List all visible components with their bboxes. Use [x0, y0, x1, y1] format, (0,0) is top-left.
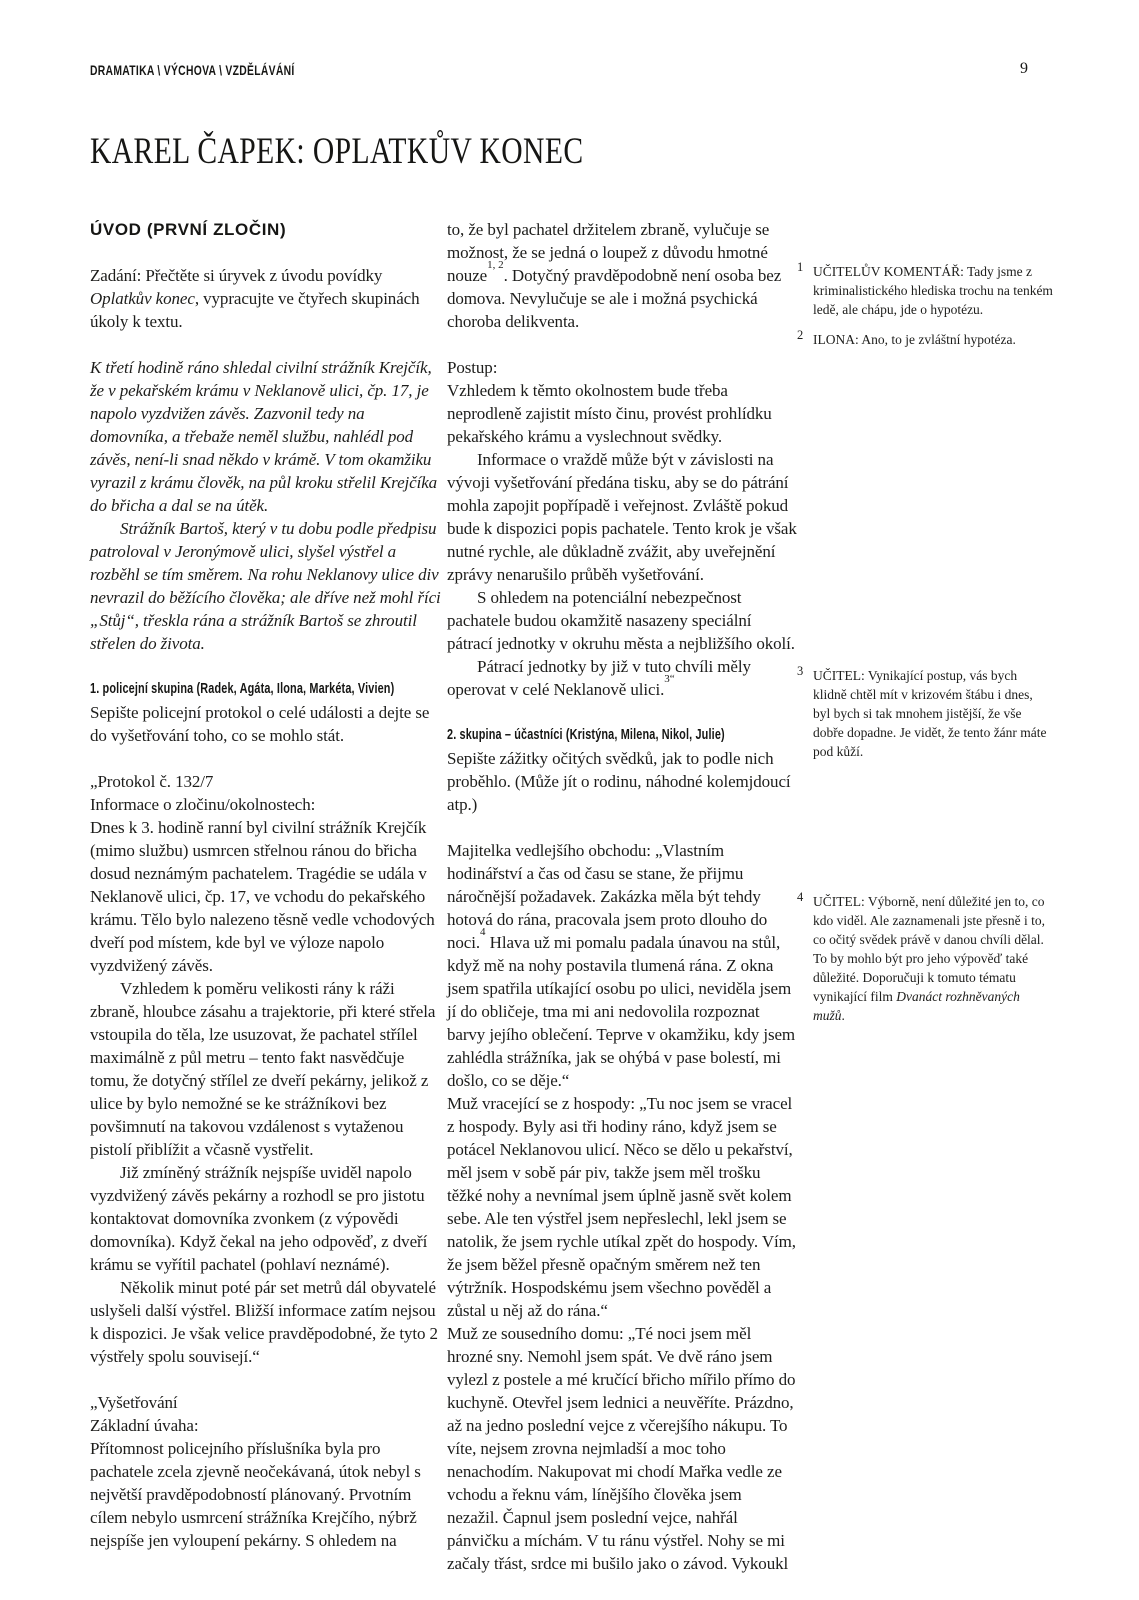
article-title: KAREL ČAPEK: OPLATKŮV KONEC [90, 131, 584, 172]
text-run: Již zmíněný strážník nejspíše uviděl napolo vyzdvižený závěs pekárny a rozhodl se pro jistotu kontaktovat domovníka zvonkem (z výpovědi domovníka). Když čekal na jeho odpověď, z dveří krámu se vyřítil pachatel (pohlaví neznámé). [90, 1163, 428, 1274]
footnote-marker: 4 [480, 926, 486, 939]
group-heading [447, 724, 725, 747]
header-rubric: DRAMATIKA \ VÝCHOVA \ VZDĚLÁVÁNÍ [90, 62, 295, 78]
paragraph [447, 218, 797, 333]
note-number: 1 [797, 260, 804, 274]
text-run: to, že byl pachatel držitelem zbraně, vylučuje se možnost, že se jedná o loupež z důvodu hmotné nouze [447, 220, 770, 285]
text-run: Muž ze sousedního domu: „Té noci jsem měl hrozné sny. Nemohl jsem spát. Ve dvě ráno jsem vylezl z postele a mé kručící břicho mířilo přímo do kuchyně. Otevřel jsem lednici a neuvěříte. Prázdno, až na jedno poslední vejce z včerejšího nákupu. To víte, nejsem zrovna nejmladší a moc toho nenachodím. Nakupovat mi chodí Mařka vedle ze vchodu a řeknu vám, línějšího člověka jsem nezažil. Čapnul jsem poslední vejce, nahřál pánvičku a míchám. V tu ránu výstřel. Nohy se mi začaly třást, srdce mi bušilo jako o závod. Vykoukl [447, 1324, 796, 1573]
paragraph [447, 1322, 797, 1575]
margin-note [797, 330, 1053, 349]
paragraph [447, 747, 797, 816]
text-run: Vzhledem k těmto okolnostem bude třeba neprodleně zajistit místo činu, provést prohlídku pekařského krámu a vyslechnout svědky. [447, 381, 772, 446]
text-run: Sepište policejní protokol o celé události a dejte se do vyšetřování toho, co se mohlo stát. [90, 703, 430, 745]
paragraph [90, 1414, 445, 1437]
footnote-marker: 3“ [664, 673, 675, 686]
content-area [0, 218, 1139, 1600]
text-run: 2. skupina – účastníci (Kristýna, Milena, Nikol, Julie) [447, 727, 725, 743]
text-run: S ohledem na potenciální nebezpečnost pachatele budou okamžitě nasazeny speciální pátrací jednotky v okruhu města a nejbližšího okolí. [447, 588, 795, 653]
note-number: 4 [797, 890, 804, 904]
paragraph [447, 356, 797, 379]
footnote-marker: 1, 2 [487, 259, 504, 272]
paragraph [90, 1391, 445, 1414]
text-run: Zadání: Přečtěte si úryvek z úvodu povídky [90, 266, 383, 285]
note-number: 2 [797, 328, 804, 342]
text-run: UČITELŮV KOMENTÁŘ: Tady jsme z kriminalistického hlediska trochu na tenkém ledě, ale chápu, jde o hypotézu. [813, 264, 1053, 317]
paragraph [90, 1276, 445, 1368]
italic-text: Oplatkův konec [90, 289, 195, 308]
text-run: „Vyšetřování [90, 1393, 178, 1412]
text-run: „Protokol č. 132/7 [90, 772, 214, 791]
text-run: . [841, 1008, 845, 1023]
paragraph [90, 264, 445, 333]
text-run: Dnes k 3. hodině ranní byl civilní strážník Krejčík (mimo službu) usmrcen střelnou ránou do břicha dosud neznámým pachatelem. Tragédie se udála v Neklanově ulici, čp. 17, ve vchodu do pekařského krámu. Tělo bylo nalezeno těsně vedle vchodových dveří pod místem, kde byl ve výloze napolo vyzdvižený závěs. [90, 818, 435, 975]
text-run: ÚVOD (PRVNÍ ZLOČIN) [90, 220, 287, 239]
paragraph [447, 379, 797, 448]
paragraph [90, 1161, 445, 1276]
text-run: Muž vracející se z hospody: „Tu noc jsem se vracel z hospody. Byly asi tři hodiny ráno, když jsem se potácel Neklanovou ulicí. Něco se dělo u pekařství, měl jsem v sobě pár piv, takže jsem měl trošku těžké nohy a nevnímal jsem úplně jasně svět kolem sebe. Ale ten výstřel jsem nepřeslechl, lekl jsem se natolik, že jsem rychle utíkal zpět do hospody. Vím, že jsem běžel přesně opačným směrem než ten výtržník. Hospodskému jsem všechno pověděl a zůstal u něj až do rána.“ [447, 1094, 796, 1320]
text-run: Několik minut poté pár set metrů dál obyvatelé uslyšeli další výstřel. Bližší informace zatím nejsou k dispozici. Je však velice pravděpodobné, že tyto 2 výstřely spolu souvisejí.“ [90, 1278, 438, 1366]
text-run: Pátrací jednotky by již v tuto chvíli měly operovat v celé Neklanově ulici. [447, 657, 751, 699]
note-text [813, 264, 1053, 317]
section-subhead [90, 218, 445, 241]
paragraph [90, 793, 445, 816]
note-text [813, 894, 1045, 1023]
text-run: Přítomnost policejního příslušníka byla pro pachatele zcela zjevně neočekávaná, útok nebyl s největší pravděpodobností plánovaný. Prvotním cílem nebylo usmrcení strážníka Krejčího, nýbrž nejspíše jen vyloupení pekárny. S ohledem na [90, 1439, 421, 1550]
text-run: UČITEL: Výborně, není důležité jen to, co kdo viděl. Ale zaznamenali jste přesně i to, co očitý svědek právě v danou chvíli dělal. To by mohlo být pro jeho výpověď také důležité. Doporučuji k tomuto tématu vynikající film [813, 894, 1046, 1004]
text-run: ILONA: Ano, to je zvláštní hypotéza. [813, 332, 1016, 347]
middle-column [447, 218, 797, 1575]
text-run: K třetí hodině ráno shledal civilní strážník Krejčík, že v pekařském krámu v Neklanově ulici, čp. 17, je napolo vyzdvižen závěs. Zazvonil tedy na domovníka, a třebaže neměl službu, nahlédl pod závěs, není-li snad někdo v krámě. V tom okamžiku vyrazil z krámu člověk, na půl kroku střelil Krejčíka do břicha a dal se na útěk. [90, 358, 438, 515]
paragraph [90, 701, 445, 747]
margin-note [797, 892, 1053, 1025]
note-text [813, 332, 1016, 347]
paragraph [90, 977, 445, 1161]
paragraph [90, 517, 445, 655]
paragraph [447, 448, 797, 586]
paragraph [90, 1437, 445, 1552]
text-run: UČITEL: Vynikající postup, vás bych klidně chtěl mít v krizovém štábu i dnes, byl bych si tak mnohem jistější, že vše dobře dopadne. Je vidět, že tento žánr máte pod kůží. [813, 668, 1047, 759]
left-column [90, 218, 445, 1552]
paragraph [90, 770, 445, 793]
paragraph [90, 816, 445, 977]
text-run: Informace o vraždě může být v závislosti na vývoji vyšetřování předána tisku, aby se do pátrání mohla zapojit popřípadě i veřejnost. Zvláště pokud bude k dispozici popis pachatele. Tento krok je však nutné rychle, ale důkladně zvážit, aby uveřejnění zprávy nenarušilo průběh vyšetřování. [447, 450, 797, 584]
note-text [813, 668, 1047, 759]
page-number: 9 [1020, 60, 1028, 77]
paragraph [90, 356, 445, 517]
paragraph [447, 586, 797, 655]
paragraph [447, 655, 797, 701]
italic-text: Dvanáct rozhněvaných mužů [813, 989, 1020, 1023]
margin-notes-column [797, 218, 1053, 1598]
text-run: . Dotyčný pravděpodobně není osoba bez domova. Nevylučuje se ale i možná psychická choroba delikventa. [447, 266, 782, 331]
margin-note [797, 262, 1053, 319]
group-heading [90, 678, 395, 701]
text-run: Informace o zločinu/okolnostech: [90, 795, 316, 814]
text-run: 1. policejní skupina (Radek, Agáta, Ilona, Markéta, Vivien) [90, 681, 395, 697]
text-run: Majitelka vedlejšího obchodu: „Vlastním hodinářství a čas od času se stane, že přijmu náročnější požadavek. Zakázka měla být tehdy hotová do rána, pracovala jsem proto dlouho do noci. [447, 841, 768, 952]
page-header [90, 62, 1028, 78]
text-run: Vzhledem k poměru velikosti rány k ráži zbraně, hloubce zásahu a trajektorie, při které střela vstoupila do těla, lze usuzovat, že pachatel střílel maximálně z půl metru – tento fakt nasvědčuje tomu, že dotyčný střílel ze dveří pekárny, jelikož z ulice by bylo nemožné se ke strážníkovi bez povšimnutí na takovou vzdálenost s vytaženou pistolí přiblížit a včasně vystřelit. [90, 979, 436, 1159]
text-run: Základní úvaha: [90, 1416, 199, 1435]
paragraph [447, 839, 797, 1092]
note-number: 3 [797, 664, 804, 678]
text-run: Sepište zážitky očitých svědků, jak to podle nich proběhlo. (Může jít o rodinu, náhodné kolemjdoucí atp.) [447, 749, 791, 814]
text-run: Hlava už mi pomalu padala únavou na stůl, když mě na nohy postavila tlumená rána. Z okna jsem spatřila utíkající osobu po ulici, neviděla jsem jí do obličeje, tma mi ani nedovolila rozpoznat barvy jejího oblečení. Teprve v okamžiku, kdy jsem zahlédla strážníka, jak se ohýbá v pase bolestí, mi došlo, co se děje.“ [447, 933, 796, 1090]
text-run: , vypracujte ve čtyřech skupinách úkoly k textu. [90, 289, 420, 331]
paragraph [447, 1092, 797, 1322]
text-run: Strážník Bartoš, který v tu dobu podle předpisu patroloval v Jeronýmově ulici, slyšel výstřel a rozběhl se tím směrem. Na rohu Neklanovy ulice div nevrazil do běžícího člověka; ale dříve než mohl říci „Stůj“, třeskla rána a strážník Bartoš se zhroutil střelen do života. [90, 519, 441, 653]
text-run: Postup: [447, 358, 498, 377]
margin-note [797, 666, 1053, 761]
